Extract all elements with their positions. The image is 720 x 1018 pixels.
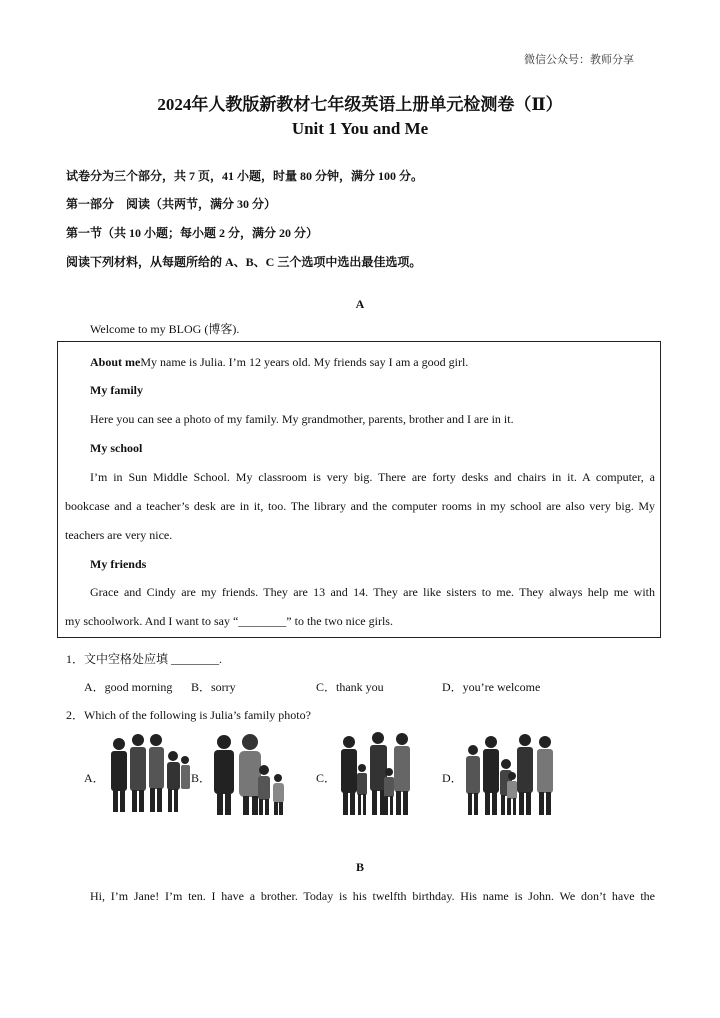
section-label-b: B [355,860,364,874]
family-photo-b[interactable] [208,730,288,818]
passage-intro: Welcome to my BLOG (博客). [90,322,240,336]
about-me-heading: About me [90,355,141,369]
family-text: Here you can see a photo of my family. My grandmother, parents, brother and I are in it. [90,412,514,426]
page-title: 2024年人教版新教材七年级英语上册单元检测卷（Ⅱ） [157,95,563,114]
question-2-option-c[interactable]: C． [316,771,337,785]
question-1-option-d[interactable]: D．you’re welcome [442,680,541,694]
instruction-line: 第一部分 阅读（共两节，满分 30 分） [66,197,277,211]
question-1-option-c[interactable]: C．thank you [316,680,384,694]
question-1-option-a[interactable]: A．good morning [84,680,173,694]
about-me-line [90,355,468,370]
question-2-option-b[interactable]: B． [191,771,212,785]
question-2-option-d[interactable]: D． [442,771,463,785]
instruction-line: 试卷分为三个部分，共 7 页，41 小题，时量 80 分钟，满分 100 分。 [66,169,424,183]
question-2: 2．Which of the following is Julia’s family photo? [66,708,311,722]
instruction-line: 阅读下列材料，从每题所给的 A、B、C 三个选项中选出最佳选项。 [66,255,422,269]
family-heading: My family [90,383,143,397]
school-line: teachers are very nice. [65,528,173,542]
passage-b-line: Hi, I’m Jane! I’m ten. I have a brother. Today is his twelfth birthday. His name is John. We don’t have the [90,889,655,903]
question-1-option-b[interactable]: B．sorry [191,680,236,694]
instruction-line: 第一节（共 10 小题；每小题 2 分，满分 20 分） [66,226,319,240]
school-line: I’m in Sun Middle School. My classroom is very big. There are forty desks and chairs in it. A computer, a [90,470,655,484]
page-subtitle: Unit 1 You and Me [291,119,429,138]
school-line: bookcase and a teacher’s desk are in it, too. The library and the computer rooms in my school are also very big. My [65,499,655,513]
watermark-text: 微信公众号：教师分享 [524,54,634,66]
question-2-option-a[interactable]: A． [84,771,105,785]
question-1: 1．文中空格处应填 ________. [66,652,223,666]
school-heading: My school [90,441,143,455]
about-me-text: My name is Julia. I’m 12 years old. My friends say I am a good girl. [140,355,469,369]
friends-heading: My friends [90,557,147,571]
family-photo-c[interactable] [336,730,416,818]
friends-line: my schoolwork. And I want to say “________” to the two nice girls. [65,614,393,628]
section-label-a: A [355,297,365,311]
friends-line: Grace and Cindy are my friends. They are 13 and 14. They are like sisters to me. They always help me with [90,585,655,599]
family-photo-d[interactable] [463,730,558,818]
family-photo-a[interactable] [105,730,190,815]
